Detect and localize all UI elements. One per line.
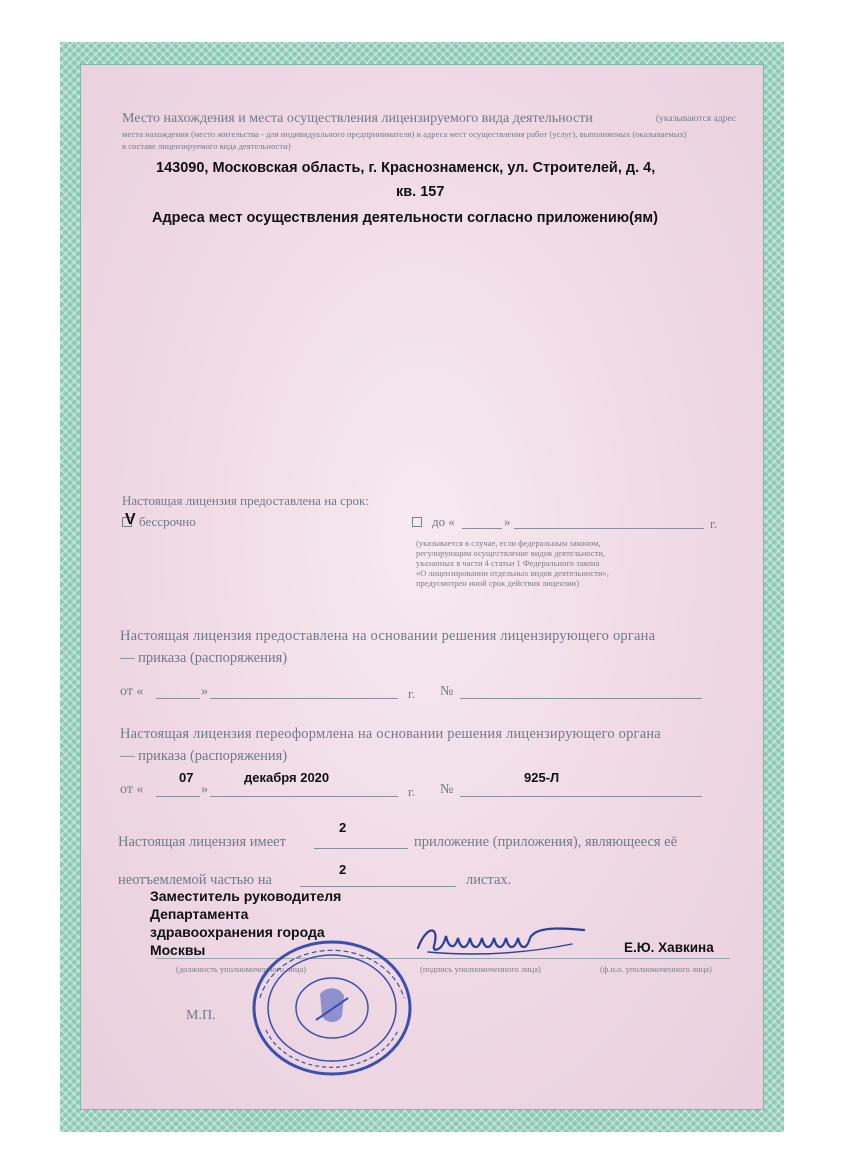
reissue-from: от « [120,782,144,797]
reissue-line-2: — приказа (распоряжения) [120,748,288,764]
reissue-year: г. [408,784,416,799]
basis-number-line [460,698,702,699]
signature-icon [412,912,590,962]
reissue-line-1: Настоящая лицензия переоформлена на основании решения лицензирующего органа [120,726,661,742]
address-line-3: Адреса мест осуществления деятельности согласно приложению(ям) [152,210,658,226]
until-date-line [514,528,704,529]
caption-signature: (подпись уполномоченного лица) [420,964,541,974]
basis-year: г. [408,686,416,701]
sheets-line [300,886,456,887]
term-note-3: указанных в части 4 статьи 1 Федерального закона [416,558,600,568]
basis-line-1: Настоящая лицензия предоставлена на основании решения лицензирующего органа [120,628,656,644]
term-note-4: «О лицензировании отдельных видов деятельности», [416,568,609,578]
signatory-position-4: Москвы [150,942,206,958]
location-note-2: места нахождения (место жительства - для индивидуального предпринимателя) и адреса мест осуществления работ (услуг), выполняемых (оказываемых) [122,129,687,139]
term-note-2: регулирующим осуществление видов деятельности, [416,548,605,558]
basis-from: от « [120,684,144,699]
location-note-3: в составе лицензируемого вида деятельности) [122,141,291,151]
until-day-line [462,528,502,529]
until-year: г. [710,516,718,531]
signatory-position-3: здравоохранения города [150,924,325,940]
caption-name: (ф.и.о. уполномоченного лица) [600,964,712,974]
reissue-number-sign: № [440,782,454,797]
signatory-name: Е.Ю. Хавкина [624,940,714,955]
check-mark: V [125,511,136,528]
official-seal-icon [250,938,414,1078]
signatory-position-2: Департамента [150,906,249,922]
indefinite-label: бессрочно [139,514,196,529]
sheets-suffix: листах. [466,872,512,888]
term-label: Настоящая лицензия предоставлена на срок: [122,493,369,508]
term-note-5: предусмотрен иной срок действия лицензии) [416,578,580,588]
until-prefix: до « [432,514,455,529]
reissue-month-year: декабря 2020 [244,770,330,785]
until-checkbox [412,517,422,527]
sheets-count: 2 [339,862,347,877]
basis-close: » [201,684,208,699]
signatory-position-1: Заместитель руководителя [150,888,342,904]
basis-line-2: — приказа (распоряжения) [120,650,288,666]
attachments-count: 2 [339,820,347,835]
reissue-day-line [156,796,200,797]
sheets-prefix: неотъемлемой частью на [118,872,272,888]
basis-date-line [210,698,398,699]
address-line-1: 143090, Московская область, г. Краснознаменск, ул. Строителей, д. 4, [156,160,656,176]
attachments-suffix: приложение (приложения), являющееся её [414,834,678,850]
reissue-number-line [460,796,702,797]
caption-position: (должность уполномоченного лица) [176,964,307,974]
attachments-prefix: Настоящая лицензия имеет [118,834,286,850]
reissue-day: 07 [179,770,194,785]
mp-label: М.П. [186,1008,216,1023]
reissue-number: 925-Л [524,770,560,785]
location-heading: Место нахождения и места осуществления лицензируемого вида деятельности [122,111,593,126]
basis-number-sign: № [440,684,454,699]
until-mid: » [504,514,511,529]
term-note-1: (указывается в случае, если федеральным законом, [416,538,601,548]
attachments-count-line [314,848,408,849]
reissue-date-line [210,796,398,797]
basis-day-line [156,698,200,699]
address-line-2: кв. 157 [396,184,445,200]
reissue-close: » [201,782,208,797]
location-note-1: (указываются адрес [656,114,736,124]
